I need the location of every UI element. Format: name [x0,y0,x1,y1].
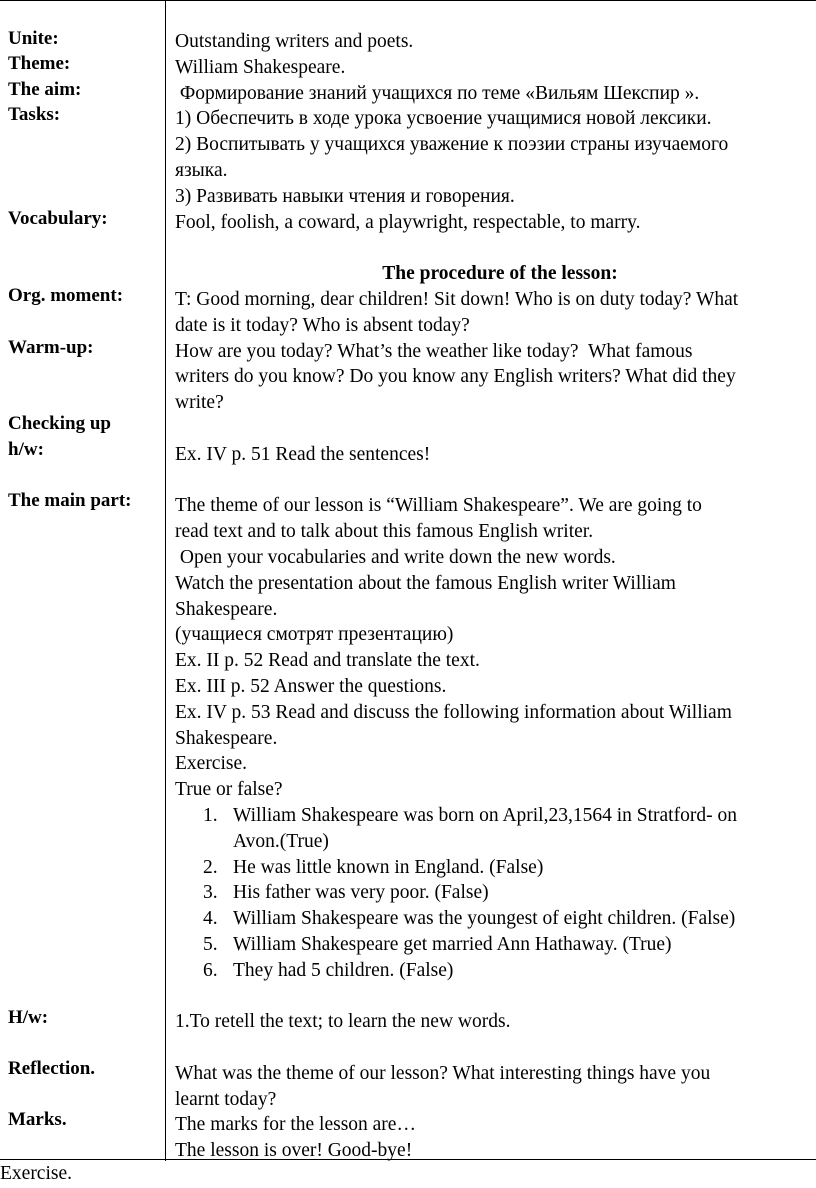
theme-text: William Shakespeare. [175,56,346,78]
list-item [175,855,816,881]
main-part-line-3: Open your vocabularies and write down the new words. [175,546,616,568]
main-part-line-9: Ex. IV p. 53 Read and discuss the following information about William [175,701,732,723]
blank-line [175,468,816,494]
procedure-heading: The procedure of the lesson: [382,263,618,285]
label-tasks: Tasks: [8,104,61,125]
label-checking-hw: h/w: [8,439,44,460]
list-number: 2. [203,856,218,878]
main-part-line-2: read text and to talk about this famous English writer. [175,521,594,543]
warm-up-line-3: write? [175,392,224,414]
list-item [175,958,816,984]
org-moment-line-1: T: Good morning, dear children! Sit down! Who is on duty today? What [175,288,739,310]
marks-line-1: The marks for the lesson are… [175,1114,416,1136]
unite-text: Outstanding writers and poets. [175,31,414,52]
org-moment-line-2: date is it today? Who is absent today? [175,314,470,336]
list-item-text: William Shakespeare was born on April,23,1564 in Stratford- on [233,804,737,826]
blank-line [175,983,816,1009]
warm-up-line-2: writers do you know? Do you know any English writers? What did they [175,366,736,388]
main-part-line-1: The theme of our lesson is “William Shakespeare”. We are going to [175,495,702,517]
reflection-line-1: What was the theme of our lesson? What interesting things have you [175,1062,711,1084]
label-aim: The aim: [8,79,82,100]
blank-line [175,235,816,261]
task-3: 3) Развивать навыки чтения и говорения. [175,185,515,207]
column-divider [165,1,166,1161]
blank-line [175,1035,816,1061]
checking-hw-text: Ex. IV p. 51 Read the sentences! [175,443,431,465]
label-warm-up: Warm-up: [8,337,94,358]
reflection-line-2: learnt today? [175,1088,277,1110]
main-part-line-4: Watch the presentation about the famous English writer William [175,572,676,594]
main-part-line-7: Ex. II p. 52 Read and translate the text. [175,650,480,672]
list-item [175,880,816,906]
main-part-line-10: Shakespeare. [175,727,278,749]
true-false-list [175,803,816,984]
label-vocabulary: Vocabulary: [8,208,108,229]
list-item [175,906,816,932]
label-checking-up: Checking up [8,413,111,434]
label-reflection: Reflection. [8,1058,96,1079]
list-item [175,932,816,958]
main-part-line-8: Ex. III p. 52 Answer the questions. [175,675,447,697]
label-main-part: The main part: [8,490,132,511]
list-number: 6. [203,959,218,981]
list-item-text: He was little known in England. (False) [233,856,544,878]
label-marks: Marks. [8,1109,67,1130]
list-item-text-continued: Avon.(True) [233,830,329,852]
marks-line-2: The lesson is over! Good-bye! [175,1140,413,1162]
exercise-title: Exercise. [175,753,248,775]
list-item-text: His father was very poor. (False) [233,882,489,904]
list-item [175,803,816,855]
footer-exercise-text: Exercise. [0,1163,73,1184]
list-number: 5. [203,933,218,955]
list-number: 4. [203,908,218,930]
main-part-line-5: Shakespeare. [175,598,278,620]
list-item-text: They had 5 children. (False) [233,959,454,981]
task-1: 1) Обеспечить в ходе урока усвоение учащимися новой лексики. [175,108,712,130]
label-unite: Unite: [8,28,59,49]
main-part-line-6: (учащиеся смотрят презентацию) [175,624,454,646]
task-2-line-2: языка. [175,159,228,181]
list-number: 3. [203,882,218,904]
list-item-text: William Shakespeare get married Ann Hathaway. (True) [233,933,672,955]
content-column [175,29,816,1164]
task-2-line-1: 2) Воспитывать у учащихся уважение к поэзии страны изучаемого [175,134,729,156]
blank-line [175,416,816,442]
label-org-moment: Org. moment: [8,285,124,306]
label-hw: H/w: [8,1007,49,1028]
vocabulary-text: Fool, foolish, a coward, a playwright, respectable, to marry. [175,211,641,233]
list-number: 1. [203,804,218,826]
hw-text: 1.To retell the text; to learn the new words. [175,1011,511,1033]
aim-text: Формирование знаний учащихся по теме «Вильям Шекспир ». [175,82,700,104]
label-theme: Theme: [8,53,71,74]
list-item-text: William Shakespeare was the youngest of eight children. (False) [233,908,736,930]
warm-up-line-1: How are you today? What’s the weather like today? What famous [175,340,693,362]
true-or-false-title: True or false? [175,779,283,801]
